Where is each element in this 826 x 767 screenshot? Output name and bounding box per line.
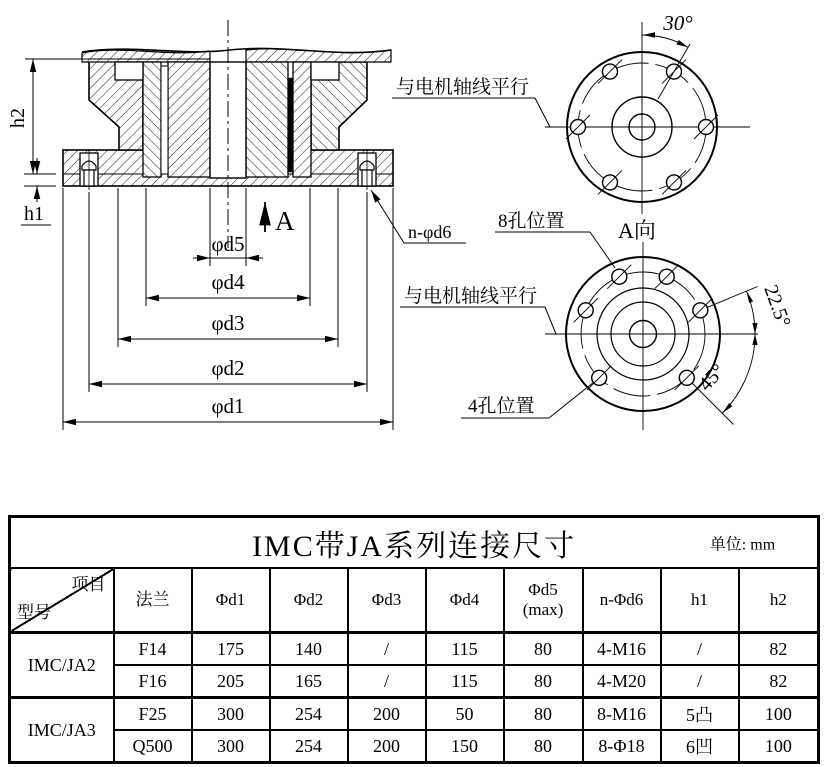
stud-section: [288, 78, 293, 172]
corner-header-cell: [10, 568, 114, 633]
cell-d6: 4-M20: [583, 665, 661, 698]
table-header-row: [10, 568, 819, 633]
cell-h1: /: [661, 665, 739, 698]
cross-section-view: [63, 20, 393, 248]
eight-hole-callout: 8孔位置: [498, 211, 565, 232]
cell-d2: 254: [270, 730, 348, 763]
cell-d4: 150: [426, 730, 504, 763]
cell-d3: /: [348, 665, 426, 698]
cell-flange: F14: [114, 633, 192, 666]
cell-h1: 6凹: [661, 730, 739, 763]
cell-d5: 80: [504, 698, 583, 731]
col-header-d5: [504, 568, 583, 633]
parallel-callout-bottom: 与电机轴线平行: [404, 286, 538, 307]
right-column-section: [293, 62, 311, 177]
cell-h2: 82: [739, 633, 819, 666]
view-a-title: A向: [618, 218, 656, 243]
unit-label: 单位: mm: [709, 536, 776, 553]
corner-header-model: 型号: [17, 603, 51, 623]
cell-d1: 205: [192, 665, 270, 698]
cell-d3: /: [348, 633, 426, 666]
right-seat-notch: [311, 62, 339, 80]
col-header-d2: Φd2: [270, 568, 348, 633]
model-cell: IMC/JA2: [10, 633, 114, 698]
cell-h1: /: [661, 633, 739, 666]
h2-label: h2: [7, 108, 29, 128]
cell-d6: 8-Φ18: [583, 730, 661, 763]
cell-d5: 80: [504, 633, 583, 666]
dim-d5-label: φd5: [211, 232, 245, 256]
dim-d4-label: φd4: [211, 270, 245, 294]
table-row: [10, 698, 819, 731]
cell-d5: 80: [504, 665, 583, 698]
cell-h1: 5凸: [661, 698, 739, 731]
cell-flange: Q500: [114, 730, 192, 763]
col-header-flange: 法兰: [114, 568, 192, 633]
col-header-h1: h1: [661, 568, 739, 633]
col-header-h2: h2: [739, 568, 819, 633]
angle-225-label: 22.5°: [759, 282, 795, 331]
angle-30-label: 30°: [663, 11, 693, 35]
table-row: [10, 633, 819, 666]
table-title-row: [10, 517, 819, 569]
cell-d3: 200: [348, 730, 426, 763]
right-flange-bolt: [358, 149, 376, 190]
cell-d2: 140: [270, 633, 348, 666]
cell-h2: 100: [739, 730, 819, 763]
cell-d4: 115: [426, 665, 504, 698]
left-flange-bolt: [80, 149, 98, 190]
model-cell: IMC/JA3: [10, 698, 114, 763]
cell-h2: 100: [739, 698, 819, 731]
cell-d2: 254: [270, 698, 348, 731]
parallel-callout-top: 与电机轴线平行: [396, 77, 530, 98]
col-header-d6: n-Φd6: [583, 568, 661, 633]
cell-d1: 300: [192, 698, 270, 731]
table-row: [10, 665, 819, 698]
corner-header-item: 项目: [71, 575, 106, 594]
cell-h2: 82: [739, 665, 819, 698]
col-header-d5-main: Φd5: [528, 580, 558, 600]
cell-d4: 50: [426, 698, 504, 731]
col-header-d5-sub: (max): [522, 600, 564, 619]
view-a-arrow-label: A: [275, 206, 295, 236]
col-header-d3: Φd3: [348, 568, 426, 633]
cell-flange: F25: [114, 698, 192, 731]
left-hub-section: [168, 62, 210, 177]
four-hole-callout: 4孔位置: [468, 396, 535, 417]
angle-45-label: 45°: [694, 359, 730, 396]
dim-d3-label: φd3: [211, 311, 245, 335]
bolt-callout-leader: [371, 190, 404, 243]
cell-d5: 80: [504, 730, 583, 763]
cell-d3: 200: [348, 698, 426, 731]
dimension-table: [8, 515, 820, 764]
cell-d1: 175: [192, 633, 270, 666]
cell-d4: 115: [426, 633, 504, 666]
table-row: [10, 730, 819, 763]
cell-d2: 165: [270, 665, 348, 698]
bolt-hole-callout: n-φd6: [408, 222, 452, 242]
cell-d6: 8-M16: [583, 698, 661, 731]
cell-d1: 300: [192, 730, 270, 763]
table-title: IMC带JA系列连接尺寸: [252, 529, 577, 563]
dim-d1-label: φd1: [211, 394, 245, 418]
dim-d2-label: φd2: [211, 356, 245, 380]
view-a-circular: [392, 11, 750, 243]
left-column-section: [143, 62, 161, 177]
h1-label: h1: [24, 203, 44, 225]
stud-slot: [161, 66, 168, 174]
col-header-d4: Φd4: [426, 568, 504, 633]
right-hub-section: [246, 62, 288, 177]
col-header-d1: Φd1: [192, 568, 270, 633]
left-seat-notch: [115, 62, 143, 80]
cell-d6: 4-M16: [583, 633, 661, 666]
cell-flange: F16: [114, 665, 192, 698]
